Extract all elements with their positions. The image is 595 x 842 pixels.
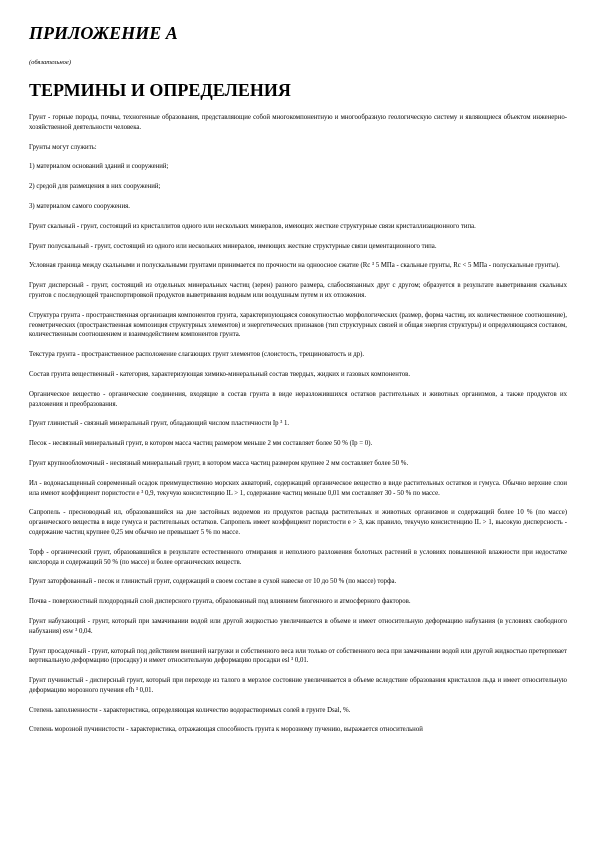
paragraph: Грунты могут служить: bbox=[29, 143, 97, 151]
paragraph: 2) средой для размещения в них сооружений; bbox=[29, 183, 161, 191]
paragraph: Состав грунта вещественный - категория, характеризующая химико-минеральный состав твердых, жидких и газовых компонентов. bbox=[29, 370, 411, 378]
appendix-title: ПРИЛОЖЕНИЕ А bbox=[29, 23, 178, 43]
paragraph: Грунт дисперсный - грунт, состоящий из отдельных минеральных частиц (зерен) разного размера, слабосвязанных друг с другом; образуется в результате выветривания скальных грунтов с последующей транспортировкой продуктов выветривания водным или воздушным путем и их отложения. bbox=[29, 282, 567, 299]
paragraph: Органическое вещество - органические соединения, входящие в состав грунта в виде неразложившихся остатков растительных и животных организмов, а также продуктов их разложения и преобразования. bbox=[29, 390, 567, 408]
paragraph: Грунт крупнообломочный - несвязный минеральный грунт, в котором масса частиц размером крупнее 2 мм составляет более 50 %. bbox=[29, 459, 409, 467]
paragraph: Условная граница между скальными и полускальными грунтами принимается по прочности на одноосное сжатие (Rc ³ 5 МПа - скальные грунты, Rc < 5 МПа - полускальные грунты). bbox=[29, 262, 560, 270]
paragraph: Текстура грунта - пространственное расположение слагающих грунт элементов (слоистость, трещиноватость и др). bbox=[29, 351, 365, 359]
appendix-note: (обязательное) bbox=[29, 59, 71, 66]
paragraph: 3) материалом самого сооружения. bbox=[29, 202, 130, 210]
section-title: ТЕРМИНЫ И ОПРЕДЕЛЕНИЯ bbox=[29, 80, 291, 100]
paragraph: Грунт скальный - грунт, состоящий из кристаллитов одного или нескольких минералов, имеющих жесткие структурные связи кристаллизационного типа. bbox=[29, 222, 476, 230]
paragraph: Ил - водонасыщенный современный осадок преимущественно морских акваторий, содержащий органическое вещество в виде растительных остатков и гумуса. Обычно верхние слои ила имеют коэффициент пористости е ³ 0,9, текучую консистенцию IL > 1, содержание частиц меньше 0,01 мм составляет 30 - 50 % по массе. bbox=[29, 479, 567, 497]
paragraph: Грунт набухающий - грунт, который при замачивании водой или другой жидкостью увеличивается в объеме и имеет относительную деформацию набухания (в условиях свободного набухания) esw ³ 0,04. bbox=[29, 617, 567, 635]
definitions-body bbox=[29, 113, 567, 735]
paragraph: Грунт полускальный - грунт, состоящий из одного или нескольких минералов, имеющих жесткие структурные связи цементационного типа. bbox=[29, 242, 437, 250]
paragraph: Песок - несвязный минеральный грунт, в котором масса частиц размером меньше 2 мм составляет более 50 % (Ip = 0). bbox=[29, 440, 373, 448]
paragraph: Сапропель - пресноводный ил, образовавшийся на дне застойных водоемов из продуктов распада растительных и животных организмов и содержащий более 10 % (по массе) органического вещества в виде гумуса и растительных остатков. Сапропель имеет коэффициент пористости е > 3, как правило, текучую консистенцию IL > 1, высокую дисперсность - содержание частиц крупнее 0,25 мм обычно не превышает 5 % по массе. bbox=[29, 509, 567, 536]
paragraph: Почва - поверхностный плодородный слой дисперсного грунта, образованный под влиянием биогенного и атмосферного факторов. bbox=[29, 598, 411, 606]
paragraph: Торф - органический грунт, образовавшийся в результате естественного отмирания и неполного разложения болотных растений в условиях повышенной влажности при недостатке кислорода и содержащий 50 % (по массе) и более органических веществ. bbox=[29, 548, 567, 566]
paragraph: Грунт пучинистый - дисперсный грунт, который при переходе из талого в мерзлое состояние увеличивается в объеме вследствие образования кристаллов льда и имеет относительную деформацию морозного пучения efh ³ 0,01. bbox=[29, 677, 567, 694]
paragraph: Степень морозной пучинистости - характеристика, отражающая способность грунта к морозному пучению, выражается относительной bbox=[29, 726, 423, 734]
paragraph: Грунт заторфованный - песок и глинистый грунт, содержащий в своем составе в сухой навеске от 10 до 50 % (по массе) торфа. bbox=[29, 578, 397, 586]
paragraph: Степень заполненности - характеристика, определяющая количество водорастворимых солей в грунте Dsal, %. bbox=[29, 706, 351, 714]
paragraph: Структура грунта - пространственная организация компонентов грунта, характеризующаяся совокупностью морфологических (размер, форма частиц, их количественное соотношение), геометрических (пространственная композиция структурных элементов) и энергетических признаков (тип структурных связей и общая энергия структуры) и определяющаяся составом, количественным соотношением и взаимодействием компонентов грунта. bbox=[29, 311, 567, 339]
paragraph: Грунт просадочный - грунт, который под действием внешней нагрузки и собственного веса или только от собственного веса при замачивании водой или другой жидкостью претерпевает вертикальную деформацию (просадку) и имеет относительную деформацию просадки esl ³ 0,01. bbox=[29, 647, 567, 665]
paragraph: Грунт - горные породы, почвы, техногенные образования, представляющие собой многокомпонентную и многообразную геологическую систему и являющиеся объектом инженерно-хозяйственной деятельности человека. bbox=[29, 114, 567, 131]
paragraph: Грунт глинистый - связный минеральный грунт, обладающий числом пластичности Ip ³ 1. bbox=[29, 420, 290, 428]
paragraph: 1) материалом оснований зданий и сооружений; bbox=[29, 163, 169, 171]
